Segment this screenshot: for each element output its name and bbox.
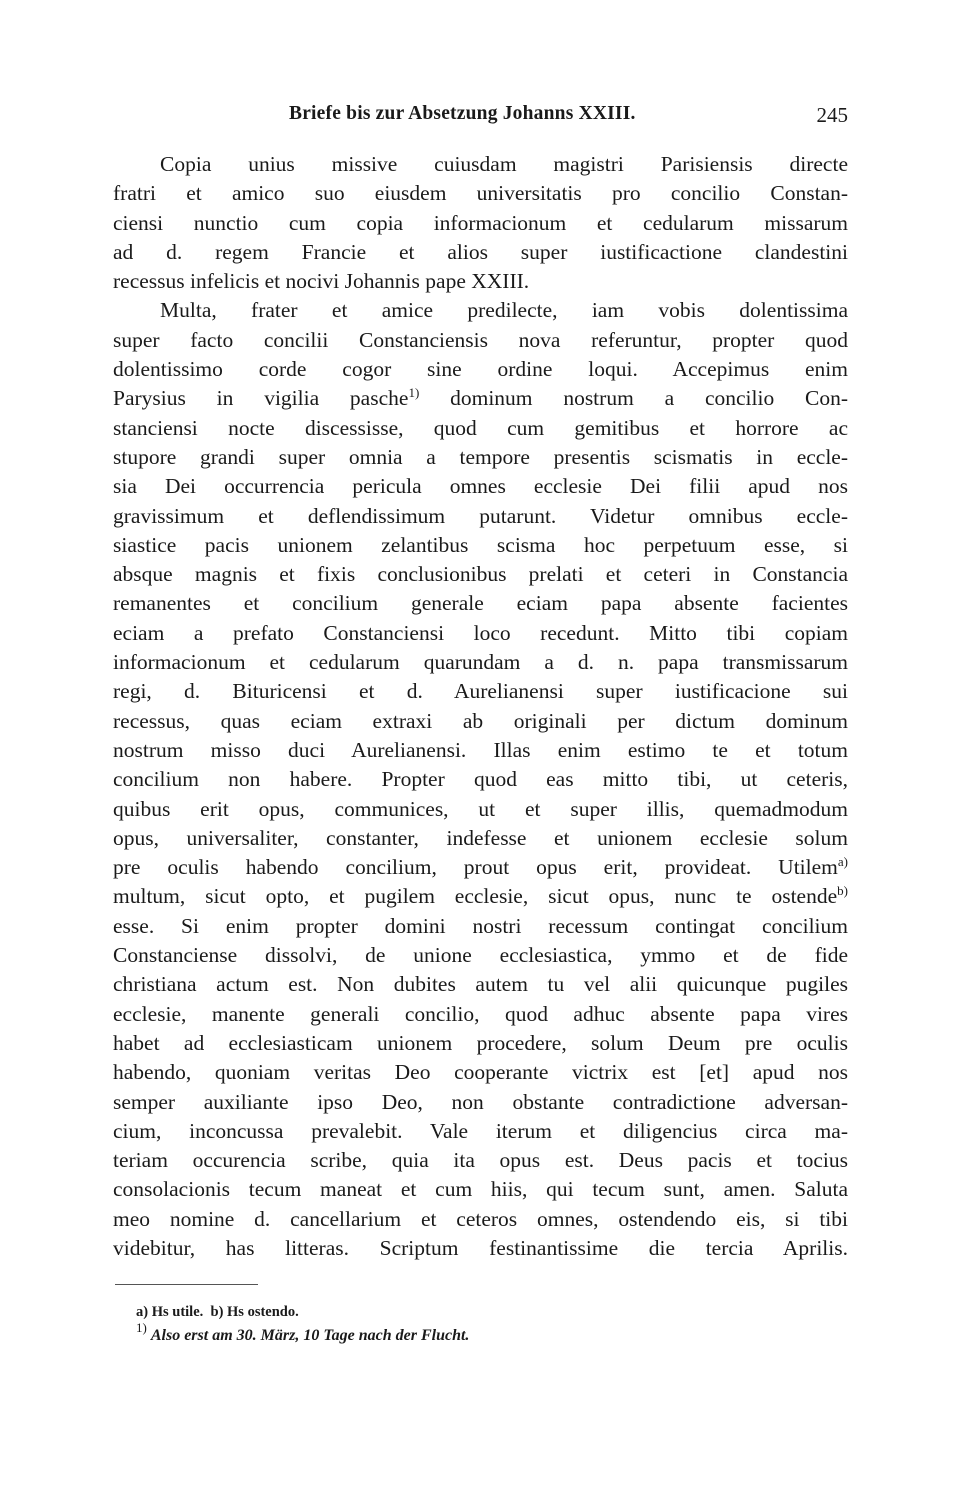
body-line-part: Parysius in vigilia pasche [113, 386, 409, 411]
apparatus-note-b: b) Hs ostendo. [210, 1304, 299, 1320]
running-title: Briefe bis zur Absetzung Johanns XXIII. [289, 103, 636, 124]
body-line: semper auxiliante ipso Deo, non obstante contradictione adversan- [113, 1089, 848, 1114]
body-line: opus, universaliter, constanter, indefesse et unionem ecclesie solum [113, 825, 848, 850]
body-line: stanciensi nocte discessisse, quod cum gemitibus et horrore ac [113, 415, 848, 440]
body-line: remanentes et concilium generale eciam papa absente facientes [113, 591, 848, 616]
body-line: ecclesie, manente generali concilio, quod adhuc absente papa vires [113, 1001, 848, 1026]
body-line-part: multum, sicut opto, et pugilem ecclesie, sicut opus, nunc te ostende [113, 884, 838, 909]
body-line: nostrum misso duci Aurelianensi. Illas enim estimo te et totum [113, 737, 848, 762]
body-line: informacionum et cedularum quarundam a d. n. papa transmissarum [113, 650, 848, 675]
footnotes [136, 1300, 836, 1348]
footnote-1 [136, 1320, 836, 1348]
footnote-text: Also erst am 30. März, 10 Tage nach der Flucht. [150, 1327, 470, 1344]
page-number: 245 [816, 103, 848, 127]
body-line: siastice pacis unionem zelantibus scisma hoc perpetuum esse, si [113, 532, 848, 557]
body-line: sia Dei occurrencia pericula omnes ecclesie Dei filii apud nos [113, 474, 848, 499]
body-line-part: pre oculis habendo concilium, prout opus erit, provideat. Utilem [113, 855, 838, 880]
apparatus-marker: a) [837, 854, 848, 870]
body-line: teriam occurencia scribe, quia ita opus est. Deus pacis et tocius [113, 1148, 848, 1173]
apparatus-marker: b) [837, 883, 848, 899]
running-head [113, 103, 848, 133]
heading-line: Copia unius missive cuiusdam magistri Parisiensis directe [160, 152, 848, 176]
body-line: regi, d. Bituricensi et d. Aurelianensi super iustificacione sui [113, 679, 848, 704]
body-line: habendo, quoniam veritas Deo cooperante victrix est [et] apud nos [113, 1060, 848, 1085]
body-line: esse. Si enim propter domini nostri recessum contingat concilium [113, 913, 848, 938]
body-line [113, 384, 848, 413]
body-line: meo nomine d. cancellarium et ceteros omnes, ostendendo eis, si tibi [113, 1206, 848, 1231]
apparatus-notes [136, 1300, 836, 1324]
body-line: super facto concilii Constanciensis nova referuntur, propter quod [113, 327, 848, 352]
body-line: stupore grandi super omnia a tempore presentis scismatis in eccle- [113, 444, 848, 469]
body-line: gravissimum et deflendissimum putarunt. Videtur omnibus eccle- [113, 503, 848, 528]
body-line-part: dominum nostrum a concilio Con- [450, 386, 848, 411]
body-line: quibus erit opus, communices, ut et super illis, quemadmodum [113, 796, 848, 821]
body-line: absque magnis et fixis conclusionibus prelati et ceteri in Constancia [113, 562, 848, 587]
body-line: concilium non habere. Propter quod eas mitto tibi, ut ceteris, [113, 767, 848, 792]
body-line: Multa, frater et amice predilecte, iam vobis dolentissima [160, 298, 848, 323]
body-line: eciam a prefato Constanciensi loco recedunt. Mitto tibi copiam [113, 620, 848, 645]
heading-line: recessus infelicis et nocivi Johannis pape XXIII. [113, 269, 530, 294]
body-line: dolentissimo corde cogor sine ordine loqui. Accepimus enim [113, 357, 848, 382]
footnote-divider [115, 1284, 258, 1285]
body-line: cium, inconcussa prevalebit. Vale iterum et diligencius circa ma- [113, 1118, 848, 1143]
footnote-marker: 1) [408, 385, 420, 401]
body-line: habet ad ecclesiasticam unionem procedere, solum Deum pre oculis [113, 1030, 848, 1055]
heading-line: ciensi nunctio cum copia informacionum et cedularum missarum [113, 210, 848, 235]
main-text [113, 150, 848, 1263]
body-line [113, 882, 848, 911]
body-line: recessus, quas eciam extraxi ab originali per dictum dominum [113, 708, 848, 733]
body-line: videbitur, has litteras. Scriptum festinantissime die tercia Aprilis. [113, 1235, 848, 1260]
body-line: Constanciense dissolvi, de unione ecclesiastica, ymmo et de fide [113, 943, 848, 968]
apparatus-note-a: a) Hs utile. [136, 1304, 204, 1320]
footnote-marker: 1) [136, 1320, 147, 1335]
heading-line: fratri et amico suo eiusdem universitatis pro concilio Constan- [113, 181, 848, 206]
body-line: christiana actum est. Non dubites autem tu vel alii quicunque pugiles [113, 972, 848, 997]
body-line [113, 853, 848, 882]
body-line: consolacionis tecum maneat et cum hiis, qui tecum sunt, amen. Saluta [113, 1177, 848, 1202]
heading-line: ad d. regem Francie et alios super iustificactione clandestini [113, 239, 848, 264]
